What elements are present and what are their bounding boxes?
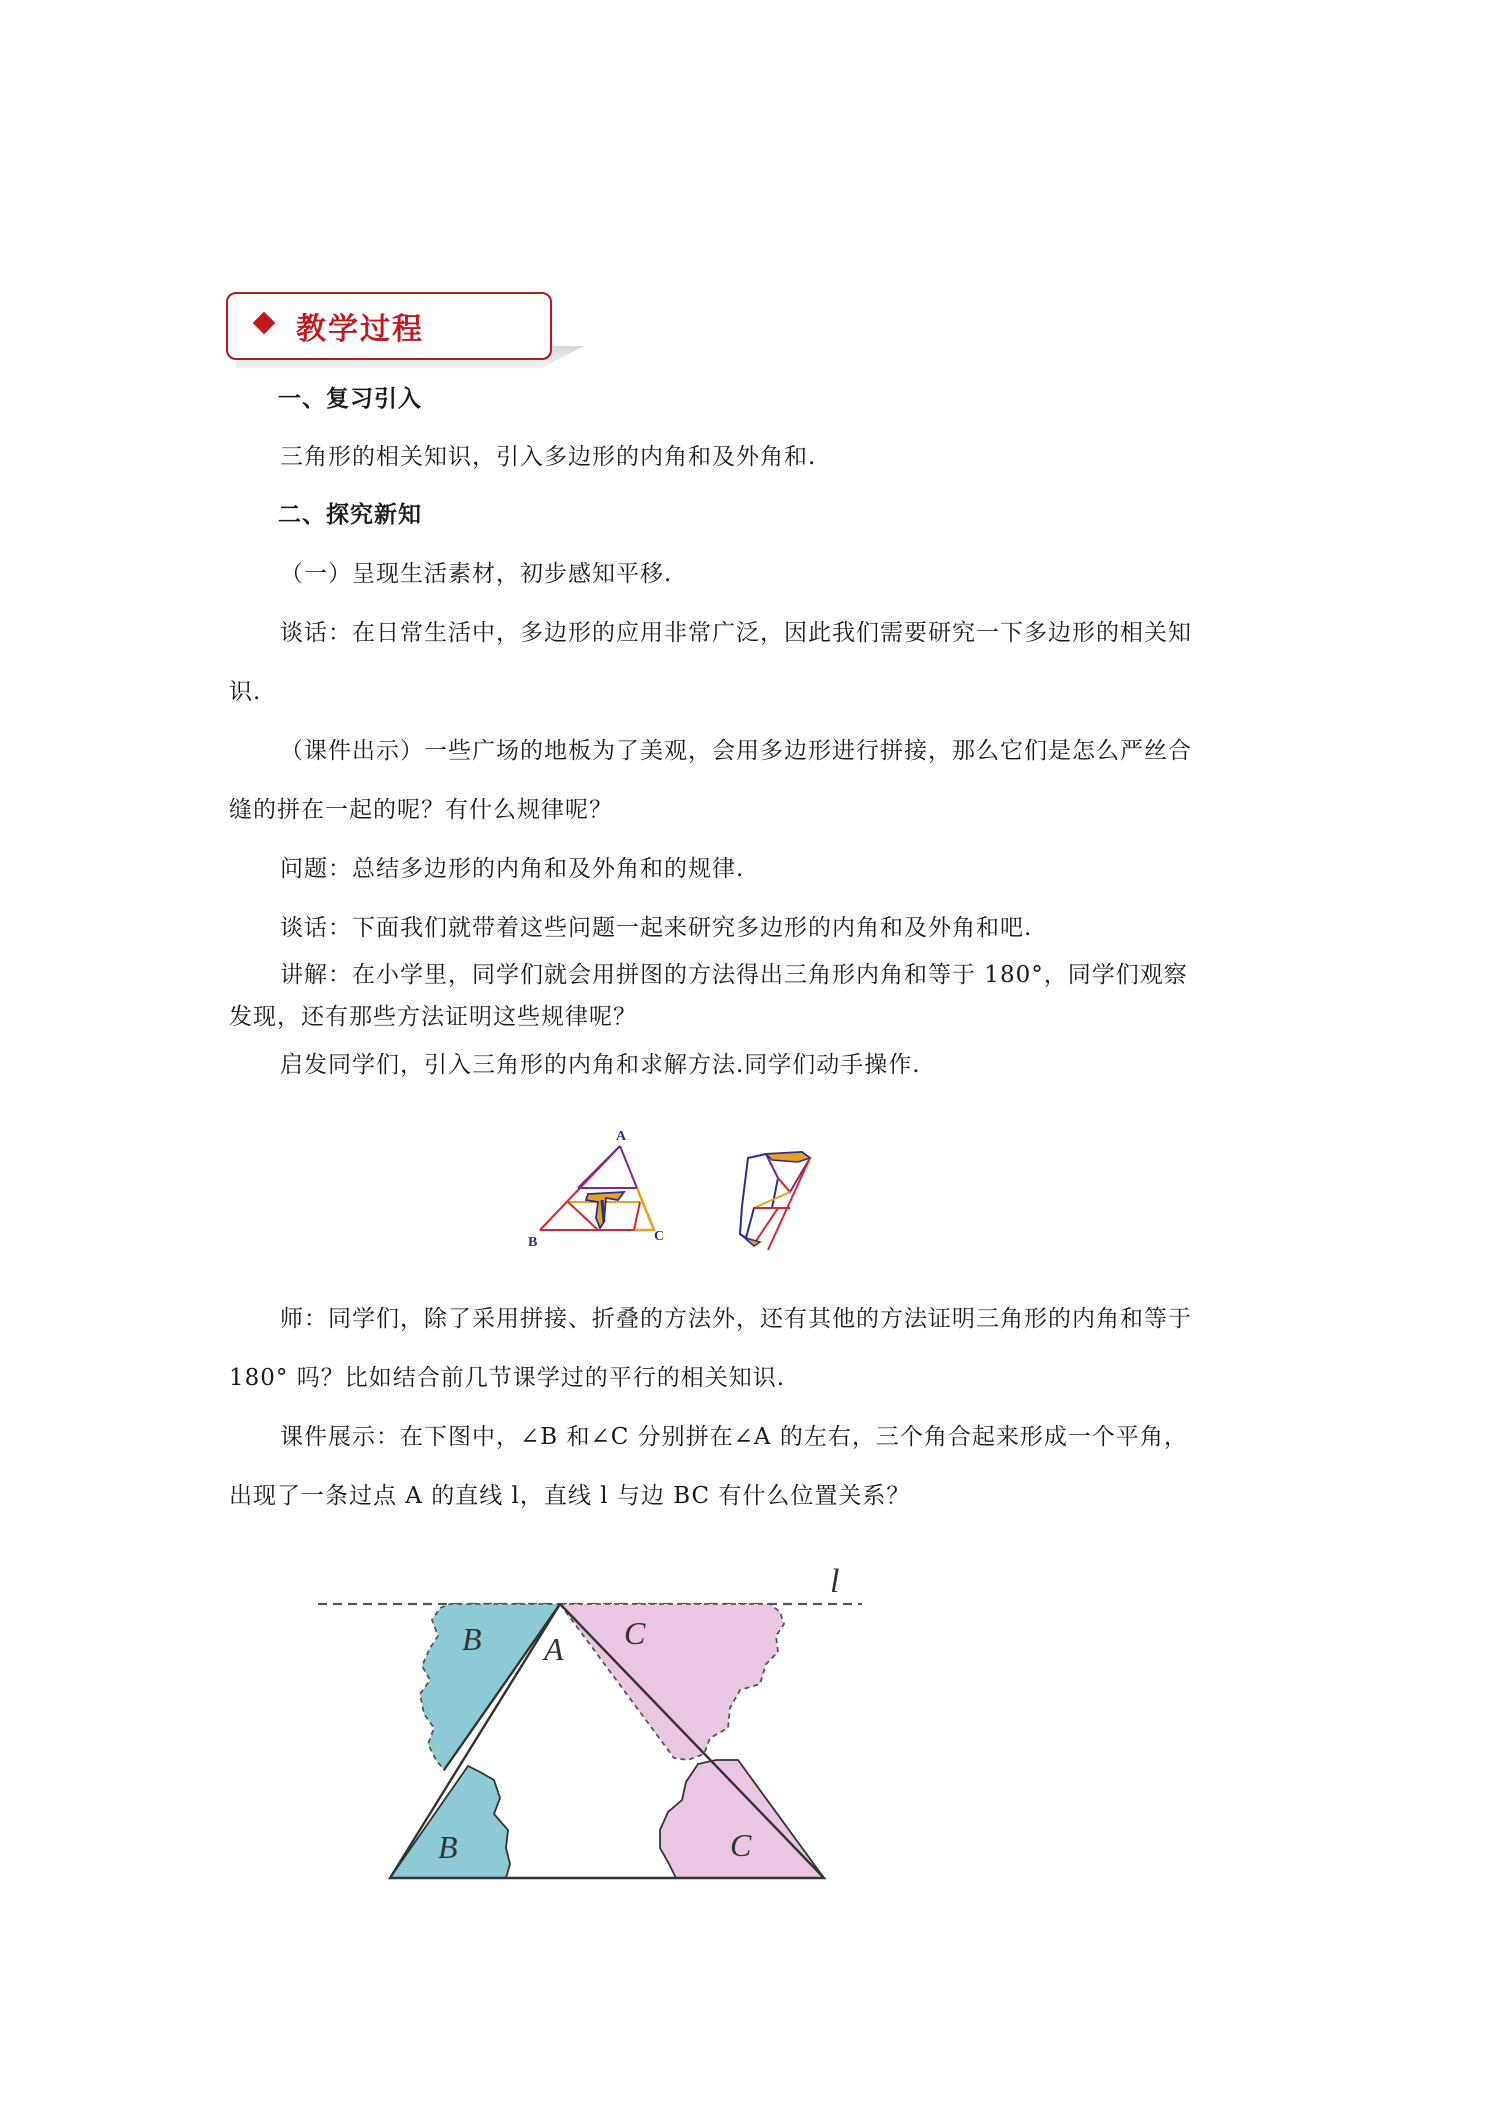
heading-explore: 二、探究新知 <box>278 502 422 528</box>
folded-triangle <box>540 1146 654 1230</box>
line-label-l: l <box>830 1563 840 1600</box>
paragraph-question: 问题：总结多边形的内角和及外角和的规律. <box>280 856 745 882</box>
paragraph-show-line1: 课件展示：在下图中，∠B 和∠C 分别拼在∠A 的左右，三个角合起来形成一个平角， <box>280 1424 1188 1450</box>
paragraph-teacher-line2: 180° 吗？比如结合前几节课学过的平行的相关知识. <box>229 1365 786 1391</box>
paragraph-review: 三角形的相关知识，引入多边形的内角和及外角和. <box>280 444 817 470</box>
vertex-label-b: B <box>528 1235 538 1250</box>
vertex-label-c: C <box>654 1229 665 1244</box>
top-label-b: B <box>462 1621 482 1657</box>
top-angle-c-piece <box>560 1604 784 1760</box>
cut-triangle-pieces <box>740 1152 810 1250</box>
top-angle-b-piece <box>420 1604 560 1770</box>
paragraph-talk1-line2: 识. <box>229 679 262 705</box>
top-label-c: C <box>624 1615 646 1651</box>
paragraph-talk1-line1: 谈话：在日常生活中，多边形的应用非常广泛，因此我们需要研究一下多边形的相关知 <box>280 620 1192 646</box>
bottom-label-b: B <box>438 1829 458 1865</box>
section-header-title: 教学过程 <box>296 312 424 347</box>
paragraph-talk2: 谈话：下面我们就带着这些问题一起来研究多边形的内角和及外角和吧. <box>280 915 1033 941</box>
vertex-label-a-large: A <box>544 1631 564 1667</box>
section-header <box>226 292 552 360</box>
heading-review: 一、复习引入 <box>278 386 422 412</box>
paragraph-courseware-line2: 缝的拼在一起的呢？有什么规律呢？ <box>229 797 613 823</box>
paragraph-explain-line1: 讲解：在小学里，同学们就会用拼图的方法得出三角形内角和等于 180°，同学们观察 <box>280 962 1188 988</box>
angle-sum-figure <box>310 1548 880 1898</box>
paragraph-show-line2: 出现了一条过点 A 的直线 l，直线 l 与边 BC 有什么位置关系？ <box>229 1483 911 1509</box>
diamond-bullet-icon <box>253 312 276 335</box>
paragraph-inspire: 启发同学们，引入三角形的内角和求解方法.同学们动手操作. <box>280 1052 921 1078</box>
paragraph-courseware-line1: （课件出示）一些广场的地板为了美观，会用多边形进行拼接，那么它们是怎么严丝合 <box>280 738 1192 764</box>
vertex-label-a: A <box>616 1129 627 1144</box>
paragraph-explain-line2: 发现，还有那些方法证明这些规律呢？ <box>229 1004 637 1030</box>
triangle-folding-figure <box>528 1122 888 1262</box>
bottom-label-c: C <box>730 1827 752 1863</box>
paragraph-teacher-line1: 师：同学们，除了采用拼接、折叠的方法外，还有其他的方法证明三角形的内角和等于 <box>280 1306 1192 1332</box>
paragraph-sub1: （一）呈现生活素材，初步感知平移. <box>280 561 673 587</box>
